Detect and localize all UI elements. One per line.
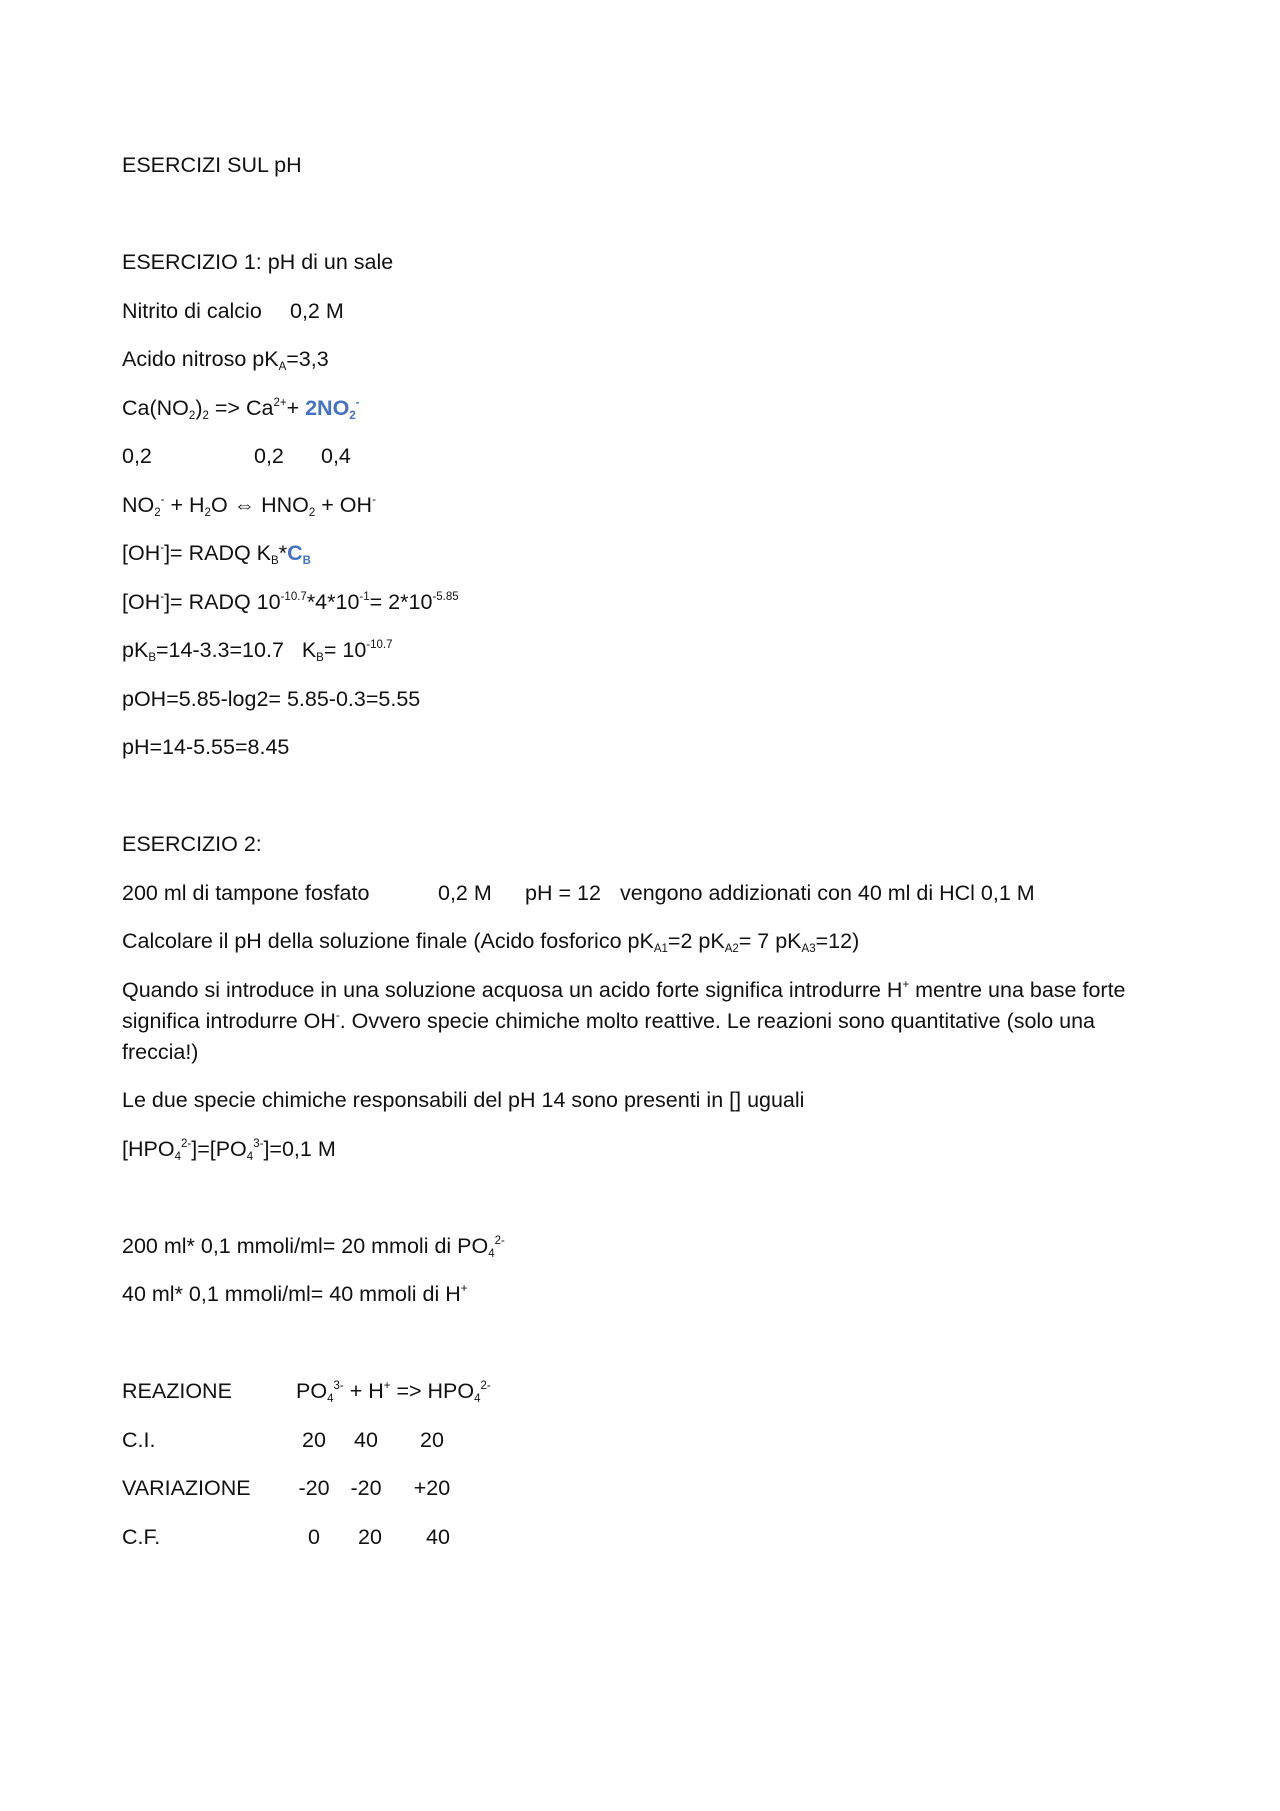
acid-sub: A [278,361,287,373]
eq-sub: 2 [202,409,209,422]
explanation-paragraph [122,975,1172,1068]
eq-part: Calcolare il pH della soluzione finale (Acido fosforico pK [122,929,654,953]
eq-part: => HPO [390,1379,475,1403]
eq-sub: A3 [801,943,816,955]
eq-product-highlight [305,396,359,420]
eq-sup: - [372,493,376,506]
reaction-label: REAZIONE [122,1379,232,1403]
eq-sup: - [335,1009,340,1022]
eq-sub: 2 [154,506,161,519]
eq-part: =12) [815,929,860,953]
oh-formula [122,538,1172,569]
acid-line [122,344,1172,375]
ph-line: pH=14-5.55=8.45 [122,735,290,759]
eq-part: [HPO [122,1136,175,1161]
table-row [122,1425,1172,1456]
eq-part: + H [343,1379,384,1403]
mmol-po4-line [122,1231,1172,1262]
eq-part: * [278,541,288,565]
cell-value: 20 [302,1427,326,1452]
row-values [296,1425,464,1456]
eq-part: C [287,541,303,565]
cell-value: +20 [413,1476,451,1500]
eq-part: pK [122,638,149,662]
exercise-1-heading: ESERCIZIO 1: pH di un sale [122,250,394,274]
cell-value: 20 [420,1427,444,1452]
eq-part: ]=0,1 M [263,1136,336,1161]
eq-sub: 4 [327,1393,334,1405]
eq-sub: 4 [174,1150,181,1163]
conc-value: 0,4 [321,444,351,468]
document-title: ESERCIZI SUL pH [122,153,302,177]
cell-value: 20 [358,1524,382,1549]
eq-sup: 2- [180,1137,192,1150]
eq-sub: B [271,555,279,567]
eq-sup: 3- [333,1380,344,1392]
eq-sub: 4 [246,1150,254,1163]
row-label: VARIAZIONE [122,1476,251,1500]
eq-sup: 3- [253,1137,264,1150]
eq-part: ]= RADQ 10 [164,589,281,614]
exercise-2-heading: ESERCIZIO 2: [122,832,262,856]
para-part: . Ovvero specie chimiche molto reattive. Le reazioni sono quantitative (solo una freccia!) [122,1008,1096,1064]
acid-text: Acido nitroso pK [122,347,279,371]
eq-part: Ca(NO [122,395,189,420]
eq-sup: - [160,542,165,554]
calc-instruction [122,926,1172,957]
eq-part: O [210,492,234,517]
eq-part: NO [122,492,155,517]
eq-sup: -10.7 [280,590,307,603]
cb-highlight [287,541,311,565]
eq-part: 2NO [305,395,350,420]
cell-value: -20 [298,1476,330,1500]
eq-part: ) [195,395,203,420]
eq-sub: B [148,652,156,664]
eq-sup: + [383,1380,391,1392]
eq-sup: 2- [480,1380,491,1392]
salt-conc: 0,2 M [290,298,344,323]
concentration-equality [122,1134,1172,1165]
conc-value: 0,2 [122,444,152,468]
buffer-text: 200 ml di tampone fosfato [122,880,370,905]
eq-sub: 2 [308,506,316,519]
table-row [122,1473,1172,1504]
reaction-row [122,1376,1172,1407]
cell-value: 40 [354,1427,378,1452]
cell-value: -20 [350,1476,382,1500]
salt-line [122,296,1172,327]
eq-sup: - [355,396,360,409]
eq-part: + [286,395,306,420]
eq-part: ]=[PO [191,1136,247,1161]
eq-sup: + [902,978,910,991]
dissociation-equation [122,393,1172,424]
buffer-line [122,878,1172,909]
eq-sub: B [316,652,324,664]
conc-value: 0,2 [254,444,284,468]
eq-part: = 7 pK [738,929,802,953]
hydrolysis-equation [122,490,1172,521]
eq-sup: 2- [494,1234,505,1247]
eq-sub: A2 [724,943,739,955]
row-values [296,1473,464,1504]
document-body [122,150,1172,1570]
eq-part: PO [296,1379,328,1403]
equilibrium-arrow-icon: ⇔ [233,492,256,517]
eq-sub: 2 [204,506,211,519]
eq-sup: - [160,590,165,603]
cell-value: 0 [308,1524,320,1549]
row-label: C.F. [122,1524,161,1549]
pkb-line [122,635,1172,666]
buffer-ph: pH = 12 [525,880,601,905]
eq-sup: 2+ [273,396,287,409]
eq-part: ]= RADQ K [164,541,272,565]
concentration-row [122,441,1172,472]
buffer-addition: vengono addizionati con 40 ml di HCl 0,1 M [620,880,1035,905]
eq-part: =14-3.3=10.7 K [155,638,317,662]
para-part: Quando si introduce in una soluzione acquosa un acido forte significa introdurre H [122,977,903,1002]
table-row [122,1522,1172,1553]
spacer [122,199,1172,248]
eq-part: =2 pK [667,929,725,953]
eq-sup: -1 [359,590,370,603]
eq-sub: 2 [188,409,196,422]
eq-part: + OH [315,492,373,517]
eq-sup: + [460,1283,468,1295]
row-label: C.I. [122,1427,156,1452]
eq-part: + H [164,492,205,517]
eq-sup: -10.7 [366,639,393,651]
eq-part: *4*10 [306,589,360,614]
reaction-equation [296,1376,491,1407]
spacer [122,1328,1172,1377]
acid-value: =3,3 [286,347,329,371]
eq-part: => Ca [208,395,274,420]
eq-sub: 4 [488,1247,495,1260]
cell-value: 40 [426,1524,450,1549]
eq-sub: B [302,555,311,567]
mmol-h-line [122,1279,1172,1310]
eq-part: [OH [122,541,161,565]
eq-sub: 4 [474,1393,481,1405]
eq-sub: A1 [653,943,668,955]
eq-part: = 2*10 [369,589,433,614]
row-values [296,1522,468,1553]
eq-sub: 2 [349,409,356,422]
para-part: mentre una base forte significa introdurre OH [122,977,1126,1033]
poh-line: pOH=5.85-log2= 5.85-0.3=5.55 [122,686,421,711]
buffer-conc: 0,2 M [438,880,492,905]
eq-part: 200 ml* 0,1 mmoli/ml= 20 mmoli di PO [122,1233,489,1258]
spacer [122,781,1172,830]
spacer [122,1182,1172,1231]
eq-part: = 10 [323,638,367,662]
eq-part: HNO [255,492,309,517]
eq-part: [OH [122,589,161,614]
eq-part: 40 ml* 0,1 mmoli/ml= 40 mmoli di H [122,1282,461,1306]
eq-sup: -5.85 [432,590,459,603]
species-line: Le due specie chimiche responsabili del pH 14 sono presenti in [] uguali [122,1088,805,1112]
eq-sup: - [160,493,165,506]
salt-name: Nitrito di calcio [122,298,262,323]
oh-calculation [122,587,1172,618]
